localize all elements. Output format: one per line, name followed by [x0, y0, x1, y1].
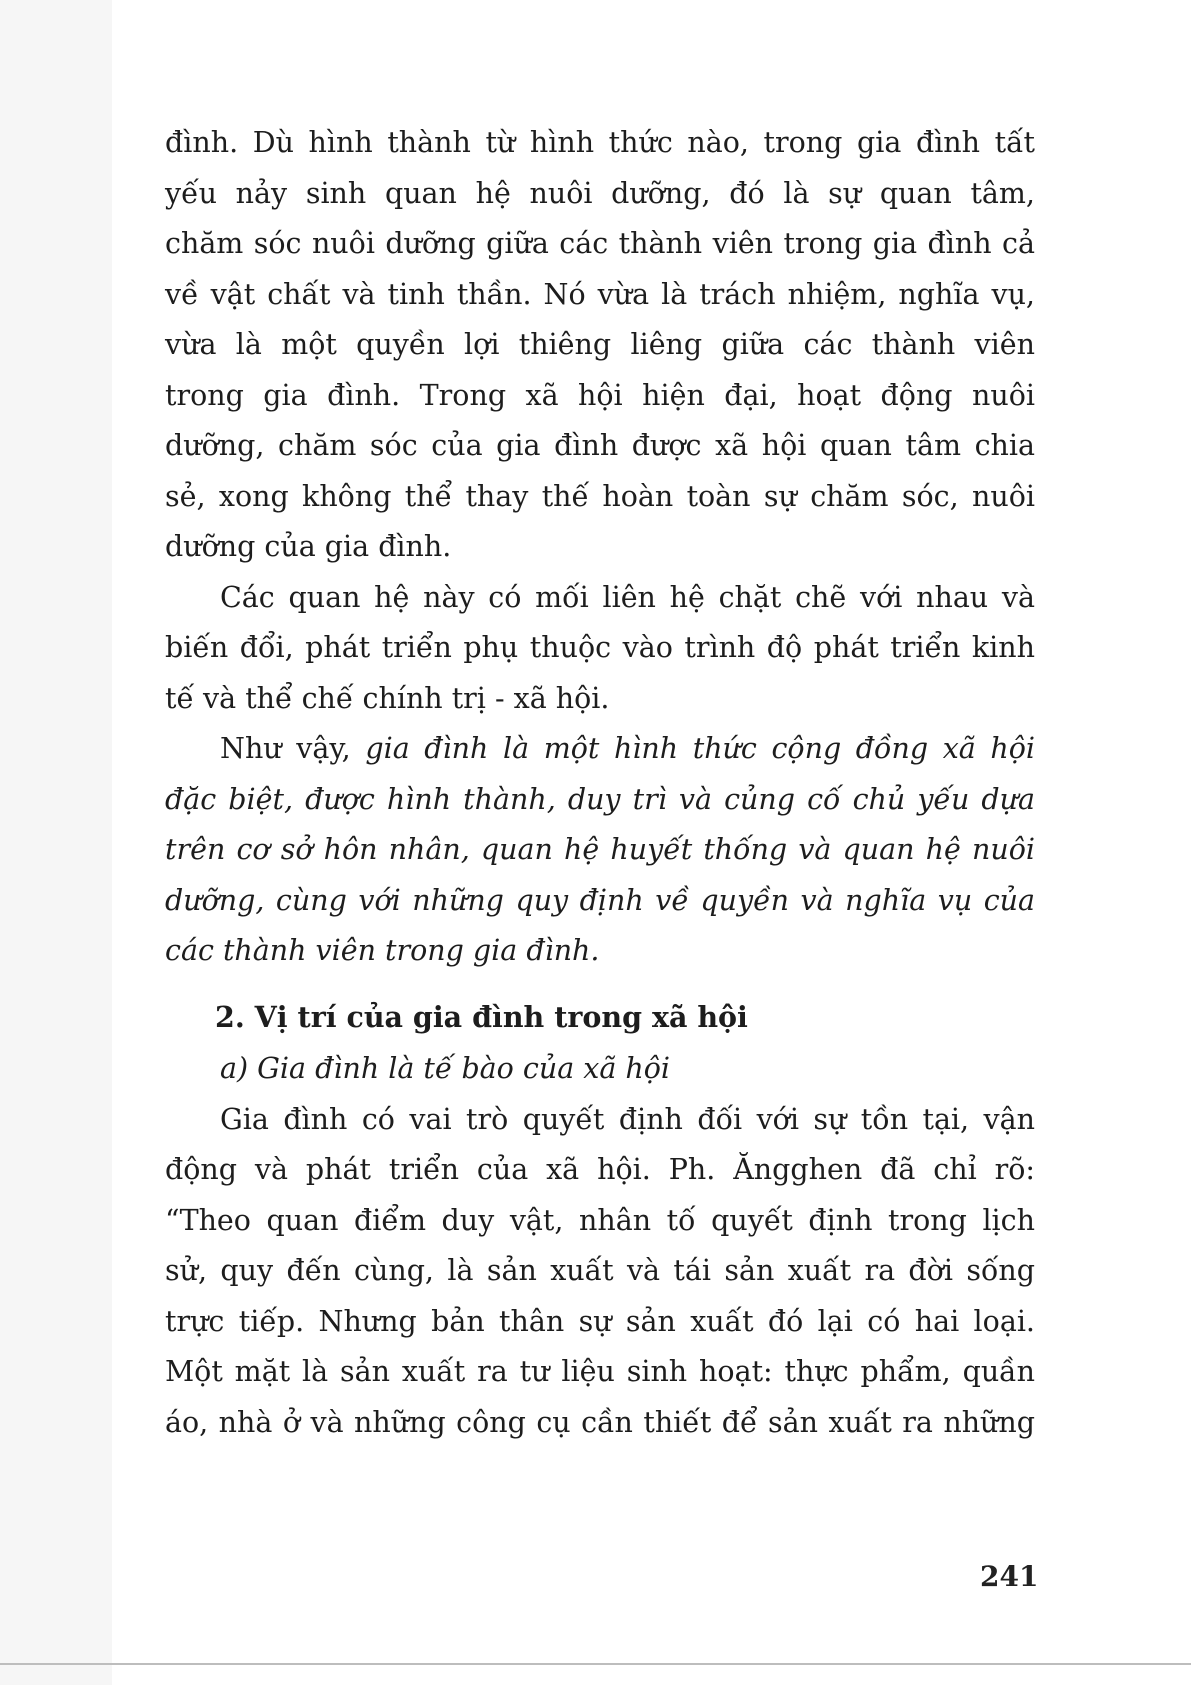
text-line: trong gia đình. Trong xã hội hiện đại, hoạt động nuôi: [165, 378, 1035, 412]
text-line: đình. Dù hình thành từ hình thức nào, trong gia đình tất: [165, 126, 1035, 159]
text-line: áo, nhà ở và những công cụ cần thiết để sản xuất ra những: [165, 1405, 1035, 1439]
text-line: Một mặt là sản xuất ra tư liệu sinh hoạt: thực phẩm, quần: [165, 1355, 1035, 1388]
text-line: dưỡng, chăm sóc của gia đình được xã hội quan tâm chia: [165, 429, 1035, 462]
paragraph-3-definition: [165, 724, 1035, 977]
text-line: sẻ, xong không thể thay thế hoàn toàn sự chăm sóc, nuôi: [165, 479, 1035, 513]
text-line: yếu nảy sinh quan hệ nuôi dưỡng, đó là sự quan tâm,: [165, 176, 1035, 210]
section-heading: 2. Vị trí của gia đình trong xã hội: [215, 999, 748, 1034]
paragraph-2: [165, 573, 1035, 725]
text-line: chăm sóc nuôi dưỡng giữa các thành viên trong gia đình cả: [165, 227, 1035, 260]
text-line: vừa là một quyền lợi thiêng liêng giữa các thành viên: [165, 328, 1035, 361]
text-line: đặc biệt, được hình thành, duy trì và củng cố chủ yếu dựa: [165, 782, 1035, 816]
page-number: 241: [980, 1560, 1039, 1593]
text-line: các thành viên trong gia đình.: [165, 934, 600, 967]
text-line: Các quan hệ này có mối liên hệ chặt chẽ với nhau và: [220, 580, 1035, 614]
scan-bottom-edge: [0, 1663, 1191, 1665]
paragraph-4: [165, 1095, 1035, 1449]
text-line: sử, quy đến cùng, là sản xuất và tái sản xuất ra đời sống: [165, 1254, 1035, 1287]
definition-lead: Như vậy,: [220, 732, 366, 765]
text-line: trực tiếp. Nhưng bản thân sự sản xuất đó lại có hai loại.: [165, 1304, 1035, 1338]
text-line: dưỡng, cùng với những quy định về quyền và nghĩa vụ của: [165, 883, 1035, 917]
text-line: Gia đình có vai trò quyết định đối với sự tồn tại, vận: [220, 1102, 1035, 1136]
text-line: biến đổi, phát triển phụ thuộc vào trình độ phát triển kinh: [165, 631, 1035, 664]
text-line: dưỡng của gia đình.: [165, 530, 452, 563]
text-line: về vật chất và tinh thần. Nó vừa là trách nhiệm, nghĩa vụ,: [165, 277, 1035, 311]
text-line: tế và thể chế chính trị - xã hội.: [165, 681, 610, 715]
text-line: [165, 724, 1035, 775]
subsection-heading: a) Gia đình là tế bào của xã hội: [220, 1052, 671, 1085]
text-line: động và phát triển của xã hội. Ph. Ăngghen đã chỉ rõ:: [165, 1153, 1035, 1186]
text-line: trên cơ sở hôn nhân, quan hệ huyết thống và quan hệ nuôi: [165, 833, 1035, 866]
page-body: [165, 118, 1035, 1448]
definition-italic: gia đình là một hình thức cộng đồng xã hội: [365, 732, 1035, 765]
paragraph-1: [165, 118, 1035, 573]
scan-margin-strip: [0, 0, 112, 1685]
text-line: “Theo quan điểm duy vật, nhân tố quyết định trong lịch: [165, 1203, 1035, 1237]
